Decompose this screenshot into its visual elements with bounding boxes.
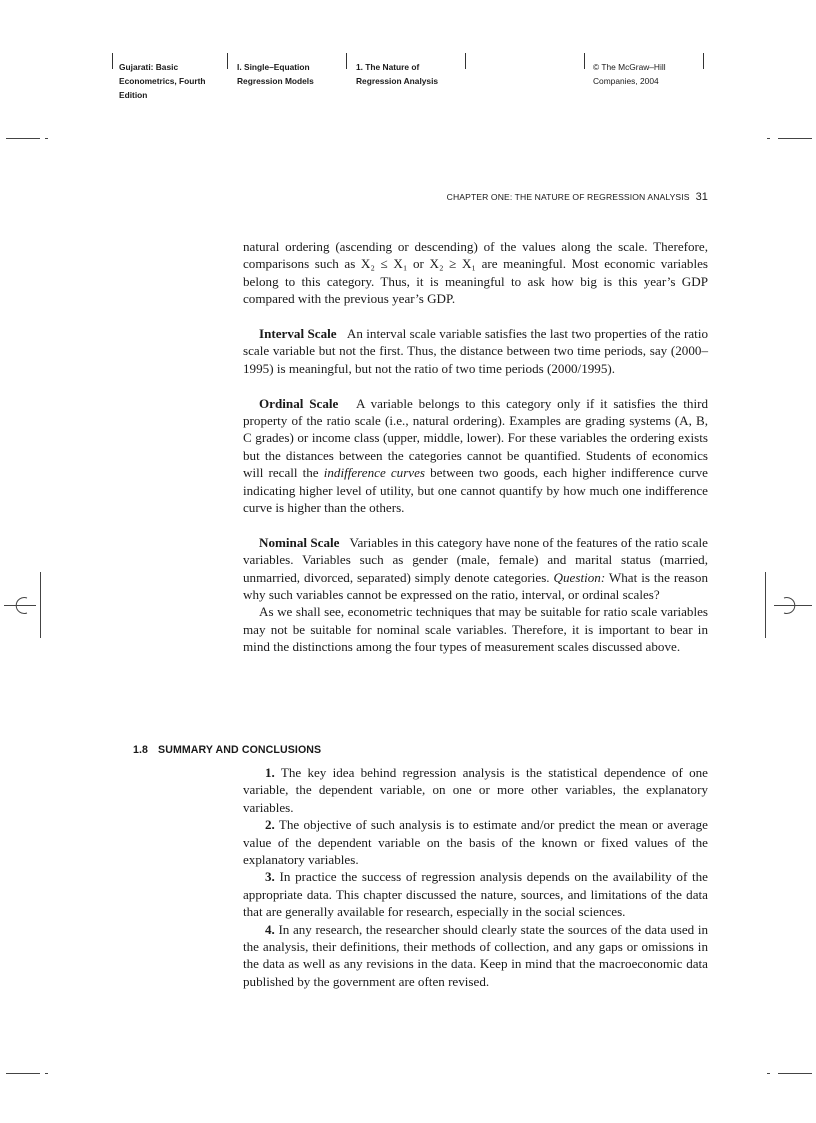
paragraph: natural ordering (ascending or descending) of the values along the scale. Therefore, comparisons such as X₂ ≤ X₁ or X₂ ≥ X₁ are meaningful. Most economic variables belong to this category. Thus, it is meaningful to ask how big is this year’s GDP compared with the previous year’s GDP.: [243, 239, 708, 307]
section-heading: [133, 744, 321, 756]
body-text: [243, 238, 708, 656]
header-book-title: Gujarati: Basic Econometrics, Fourth Edition: [119, 62, 206, 100]
summary-list: [243, 764, 708, 990]
header-copyright: © The McGraw–Hill Companies, 2004: [593, 62, 666, 86]
crop-mark: [778, 1073, 812, 1074]
chapter-title: CHAPTER ONE: THE NATURE OF REGRESSION ANALYSIS: [446, 192, 690, 202]
page-number: 31: [695, 191, 708, 203]
running-header: [112, 53, 704, 100]
paragraph-ordinal-scale: Ordinal Scale A variable belongs to this category only if it satisfies the third property of the ratio scale (i.e., natural ordering). Examples are grading systems (A, B, C grades) or income class (upper, middle, lower). For these variables the ordering exists but the distances between the categories cannot be quantified. Students of economics will recall the indifference curves between two goods, each higher indifference curve indicating higher level of utility, but one cannot quantify by how much one indifference curve is higher than the others.: [243, 395, 708, 516]
crop-mark: [767, 1073, 770, 1074]
crop-mark: [767, 138, 770, 139]
run-in-heading: Ordinal Scale: [259, 395, 339, 411]
paragraph: As we shall see, econometric techniques that may be suitable for ratio scale variables may not be suitable for nominal scale variables. Therefore, it is important to bear in mind the distinctions among the four types of measurement scales discussed above.: [243, 604, 708, 655]
crop-mark: [45, 1073, 48, 1074]
paragraph-interval-scale: Interval Scale An interval scale variable satisfies the last two properties of the ratio scale variable but not the first. Thus, the distance between two time periods, say (2000–1995) is meaningful, but not the ratio of two time periods (2000/1995).: [243, 326, 708, 376]
crop-mark: [45, 138, 48, 139]
list-item: 1. The key idea behind regression analysis is the statistical dependence of one variable, the dependent variable, on one or more other variables, the explanatory variables.: [243, 765, 708, 815]
header-part: I. Single–Equation Regression Models: [237, 62, 314, 86]
list-item: 3. In practice the success of regression analysis depends on the availability of the appropriate data. This chapter discussed the nature, sources, and limitations of the data that are generally available for research, especially in the social sciences.: [243, 869, 708, 920]
section-number: 1.8: [133, 744, 149, 756]
chapter-running-head: [418, 191, 708, 203]
run-in-heading: Interval Scale: [259, 326, 337, 342]
registration-mark-right: [762, 570, 816, 640]
crop-mark: [6, 138, 40, 139]
run-in-heading: Nominal Scale: [259, 534, 340, 550]
list-item: 4. In any research, the researcher should clearly state the sources of the data used in the analysis, their definitions, their methods of collection, and any gaps or omissions in the data as well as any revisions in the data. Keep in mind that the macroeconomic data published by the government are often revised.: [243, 921, 708, 989]
section-title: SUMMARY AND CONCLUSIONS: [158, 744, 322, 756]
header-chapter: 1. The Nature of Regression Analysis: [356, 62, 439, 86]
paragraph-nominal-scale: Nominal Scale Variables in this category have none of the features of the ratio scale variables. Variables such as gender (male, female) and marital status (married, unmarried, divorced, separated) simply denote categories. Question: What is the reason why such variables cannot be expressed on the ratio, interval, or ordinal scales?: [243, 534, 708, 603]
list-item: 2. The objective of such analysis is to estimate and/or predict the mean or average value of the dependent variable on the basis of the known or fixed values of the explanatory variables.: [243, 817, 708, 868]
crop-mark: [6, 1073, 40, 1074]
registration-mark-left: [0, 570, 50, 640]
crop-mark: [778, 138, 812, 139]
